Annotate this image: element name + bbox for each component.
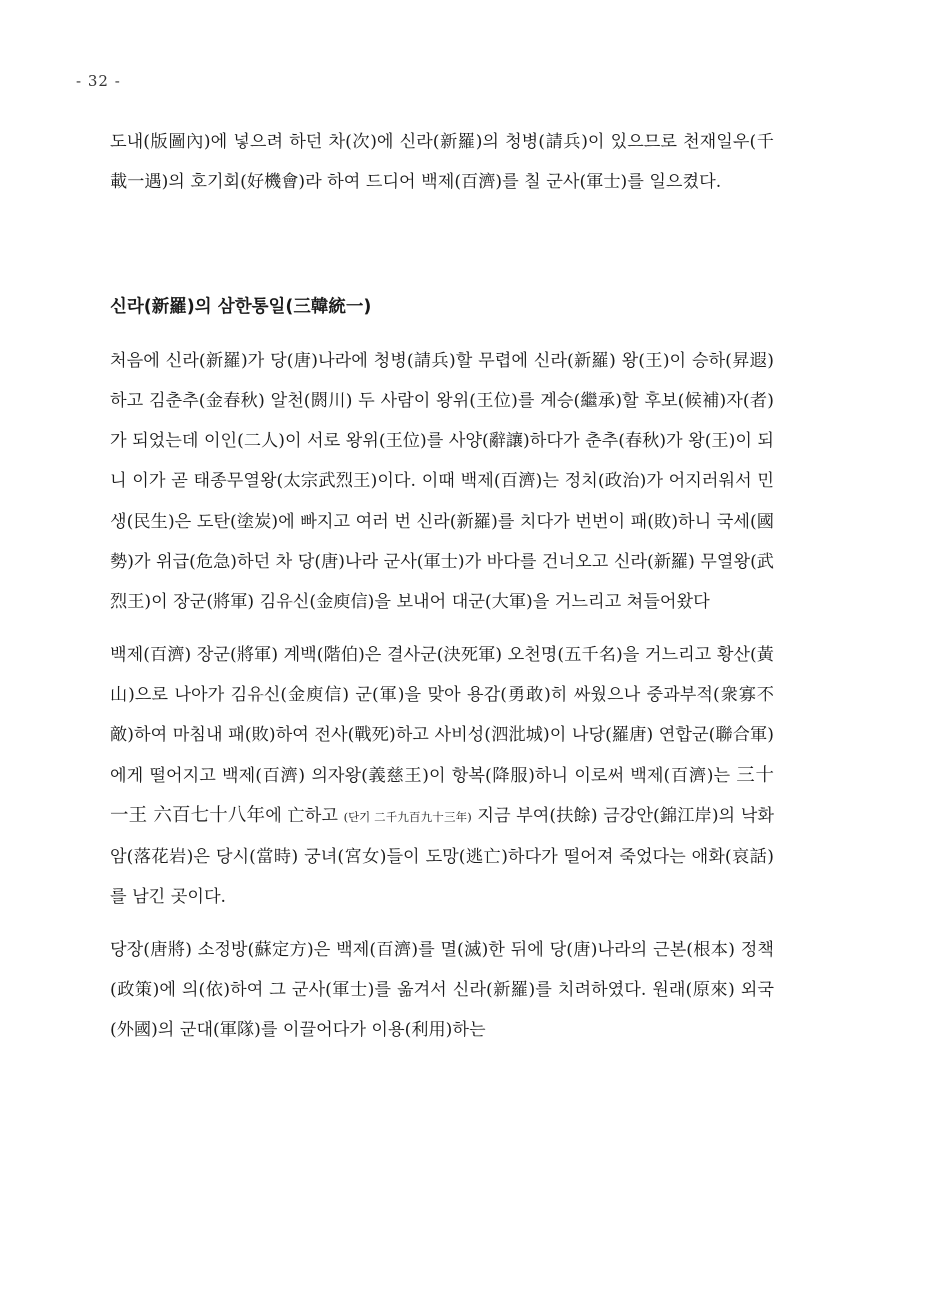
paragraph-baekje-fall-text-a: 백제(百濟) 장군(將軍) 계백(階伯)은 결사군(決死軍) 오천명(五千名)을 거느리고 황산(黃山)으로 나아가 김유신(金庾信) 군(軍)을 맞아 용감(勇敢)히 싸웠으나 중과부적(衆寡不敵)하여 마침내 패(敗)하여 전사(戰死)하고 사비성(泗沘城)이 나당(羅唐) 연합군(聯合軍)에게 떨어지고 백제(百濟) 의자왕(義慈王)이 항복(降服)하니 이로써 백제(百濟)는 — [110, 644, 774, 786]
baekje-dynasty-span: 三十一王 六百七十八年 — [110, 764, 774, 826]
section-title: 신라(新羅)의 삼한통일(三韓統一) — [110, 296, 372, 317]
paragraph-baekje-fall-text-b: 에 亡하고 — [265, 805, 338, 826]
paragraph-silla-succession: 처음에 신라(新羅)가 당(唐)나라에 청병(請兵)할 무렵에 신라(新羅) 왕(王)이 승하(昇遐)하고 김춘추(金春秋) 알천(閼川) 두 사람이 왕위(王位)를 계승(繼承)할 후보(候補)자(者)가 되었는데 이인(二人)이 서로 왕위(王位)를 사양(辭讓)하다가 춘추(春秋)가 왕(王)이 되니 이가 곧 태종무열왕(太宗武烈王)이다. 이때 백제(百濟)는 정치(政治)가 어지러워서 민생(民生)은 도탄(塗炭)에 빠지고 여러 번 신라(新羅)를 치다가 번번이 패(敗)하니 국세(國勢)가 위급(危急)하던 차 당(唐)나라 군사(軍士)가 바다를 건너오고 신라(新羅) 무열왕(武烈王)이 장군(將軍) 김유신(金庾信)을 보내어 대군(大軍)을 거느리고 쳐들어왔다 — [110, 350, 774, 613]
paragraph-tang-general: 당장(唐將) 소정방(蘇定方)은 백제(百濟)를 멸(滅)한 뒤에 당(唐)나라의 근본(根本) 정책(政策)에 의(依)하여 그 군사(軍士)를 옮겨서 신라(新羅)를 치려하였다. 원래(原來) 외국(外國)의 군대(軍隊)를 이끌어다가 이용(利用)하는 — [110, 939, 774, 1041]
paragraph-baekje-fall — [110, 635, 774, 918]
dangi-year-note: (단기 二千九百九十三年) — [343, 809, 472, 824]
paragraph-baekje-fall-text-c: 지금 부여(扶餘) 금강안(錦江岸)의 낙화암(落花岩)은 당시(當時) 궁녀(宮女)들이 도망(逃亡)하다가 떨어져 죽었다는 애화(哀話)를 남긴 곳이다. — [110, 805, 774, 908]
page-number: - 32 - — [76, 72, 121, 90]
document-body — [110, 122, 774, 1051]
paragraph-intro: 도내(版圖內)에 넣으려 하던 차(次)에 신라(新羅)의 청병(請兵)이 있으므로 천재일우(千載一遇)의 호기회(好機會)라 하여 드디어 백제(百濟)를 칠 군사(軍士)를 일으켰다. — [110, 132, 774, 193]
